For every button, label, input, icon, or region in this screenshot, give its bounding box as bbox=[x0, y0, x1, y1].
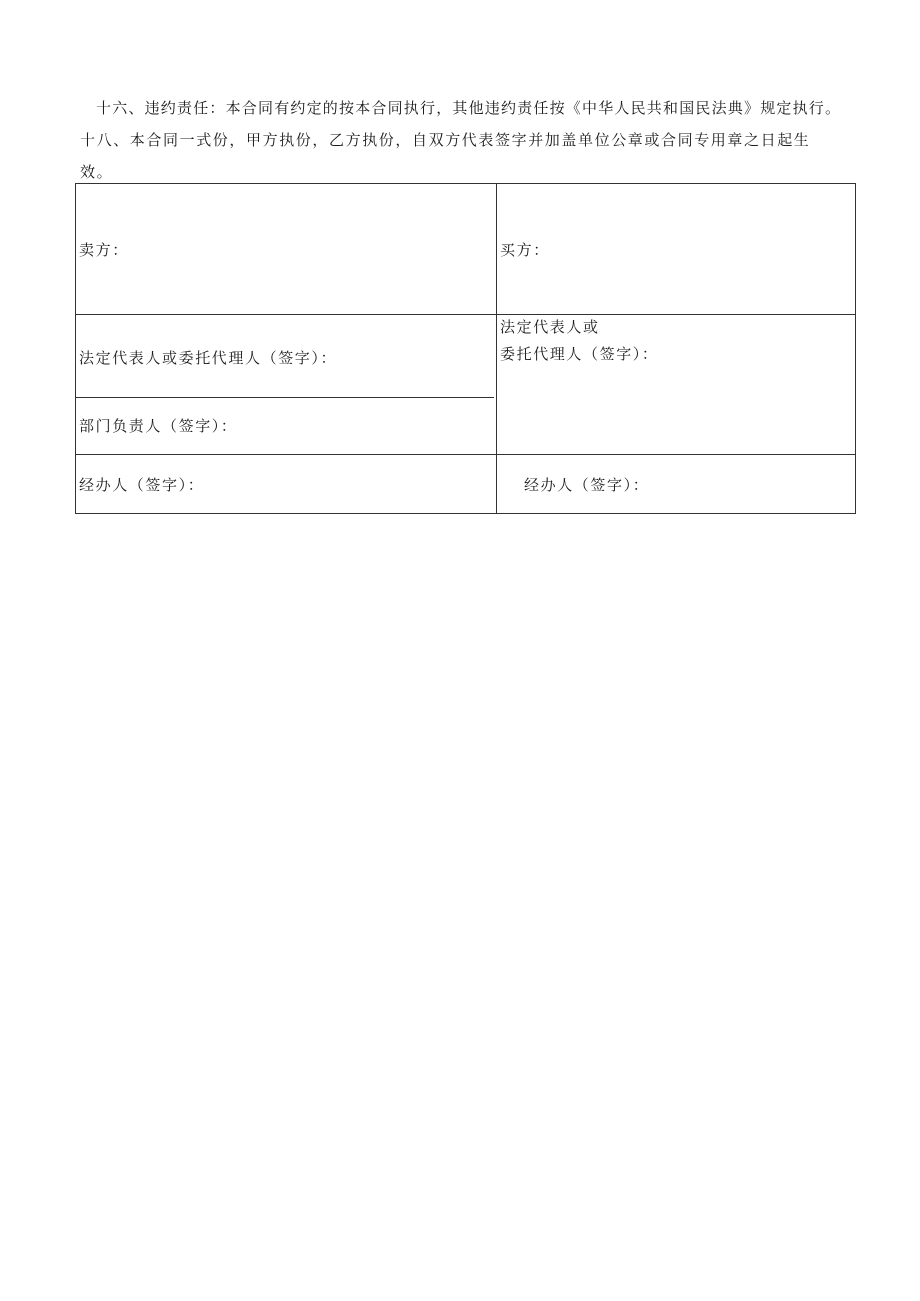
table-column-divider bbox=[496, 184, 497, 513]
clause-18-copies-line-2: 效。 bbox=[80, 163, 114, 181]
seller-handler-signature-label: 经办人（签字）： bbox=[79, 476, 205, 494]
seller-department-head-signature-label: 部门负责人（签字）： bbox=[79, 417, 238, 435]
buyer-legal-rep-signature-label-line-1: 法定代表人或 bbox=[500, 318, 600, 336]
seller-legal-rep-signature-label: 法定代表人或委托代理人（签字）： bbox=[79, 349, 338, 367]
buyer-label: 买方： bbox=[500, 241, 550, 259]
buyer-legal-rep-signature-label-line-2: 委托代理人（签字）： bbox=[500, 345, 659, 363]
table-row-divider bbox=[76, 454, 855, 455]
table-row-divider bbox=[76, 397, 494, 398]
buyer-handler-signature-label: 经办人（签字）： bbox=[524, 476, 650, 494]
table-row-divider bbox=[76, 314, 855, 315]
clause-18-copies-line-1: 十八、本合同一式份，甲方执份，乙方执份，自双方代表签字并加盖单位公章或合同专用章之日起生 bbox=[80, 131, 811, 149]
clause-16-breach-liability: 十六、违约责任：本合同有约定的按本合同执行，其他违约责任按《中华人民共和国民法典》规定执行。 bbox=[96, 99, 842, 117]
seller-label: 卖方： bbox=[79, 241, 129, 259]
signature-table bbox=[75, 183, 856, 514]
